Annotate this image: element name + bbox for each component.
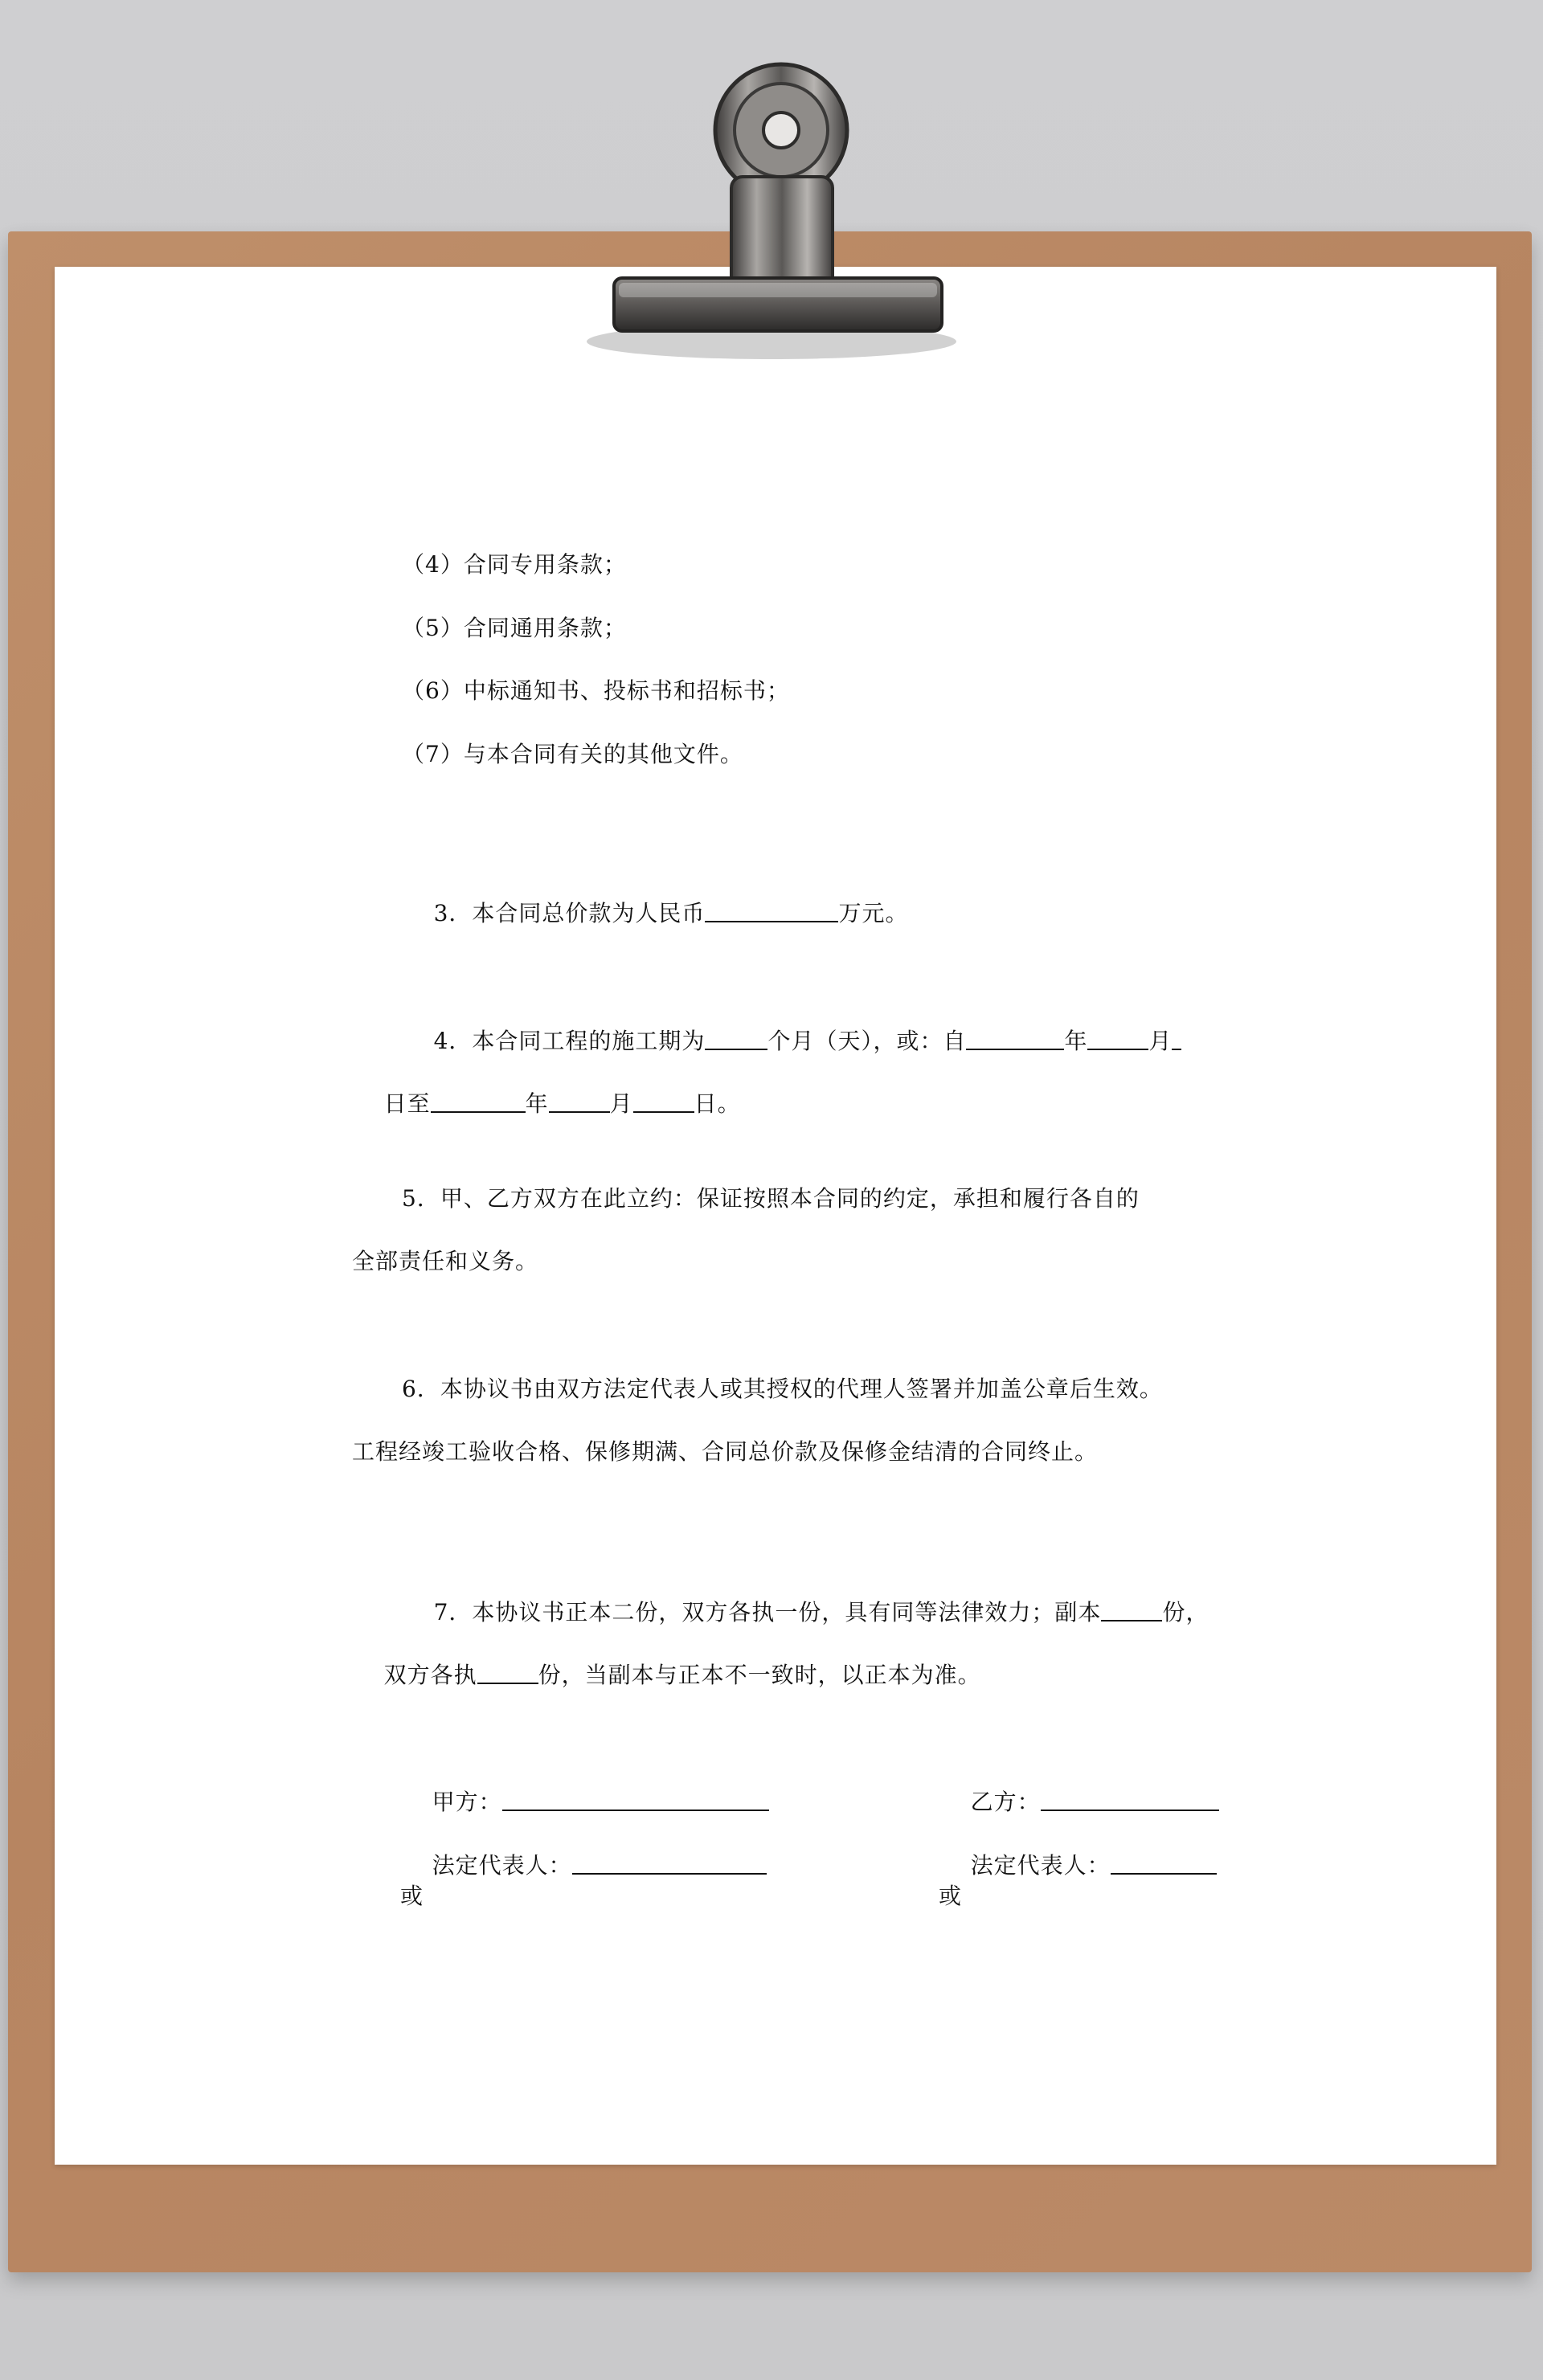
clause-6-line-2: 工程经竣工验收合格、保修期满、合同总价款及保修金结清的合同终止。 — [352, 1438, 1099, 1465]
rep-a-label: 法定代表人： — [432, 1852, 572, 1879]
clause-7-text: 份，当副本与正本不一致时，以正本为准。 — [538, 1662, 981, 1688]
party-a-label: 甲方： — [432, 1789, 502, 1815]
copies-blank — [1101, 1596, 1162, 1621]
clause-7-text: 7．本协议书正本二份，双方各执一份，具有同等法律效力；副本 — [433, 1599, 1102, 1626]
rep-b-line — [939, 1817, 1217, 1914]
clause-7-line-2 — [352, 1626, 981, 1724]
end-year-blank — [431, 1087, 526, 1113]
period-blank — [705, 1024, 767, 1050]
party-b-label: 乙方： — [970, 1789, 1041, 1815]
clause-5-line-2: 全部责任和义务。 — [352, 1248, 539, 1274]
start-year-blank — [966, 1024, 1064, 1050]
start-day-blank — [1172, 1024, 1181, 1050]
clause-4-text: 日至 — [383, 1090, 431, 1117]
rep-a-blank — [572, 1849, 767, 1875]
list-item: （6）中标通知书、投标书和招标书； — [402, 677, 790, 704]
party-b-blank — [1041, 1785, 1219, 1811]
clause-4-text: 月 — [1148, 1028, 1173, 1054]
clause-4-text: 年 — [1064, 1028, 1088, 1054]
amount-blank — [705, 897, 838, 922]
clause-4-text: 个月（天），或：自 — [767, 1028, 967, 1054]
clause-5-line-1: 5．甲、乙方双方在此立约：保证按照本合同的约定，承担和履行各自的 — [402, 1185, 1140, 1212]
rep-b-blank — [1111, 1849, 1217, 1875]
end-month-blank — [549, 1087, 610, 1113]
or-a-label: 或 — [400, 1883, 424, 1909]
clause-6-line-1: 6．本协议书由双方法定代表人或其授权的代理人签署并加盖公章后生效。 — [402, 1376, 1163, 1402]
start-month-blank — [1087, 1024, 1148, 1050]
clause-3-unit: 万元。 — [838, 900, 909, 926]
rep-a-line — [400, 1817, 767, 1914]
clause-4-text: 月 — [609, 1090, 633, 1117]
party-a-blank — [502, 1785, 769, 1811]
list-item: （5）合同通用条款； — [402, 615, 627, 641]
end-day-blank — [633, 1087, 694, 1113]
clause-7-text: 份， — [1162, 1599, 1209, 1626]
clause-4-text: 日。 — [694, 1090, 741, 1117]
list-item: （7）与本合同有关的其他文件。 — [402, 741, 743, 767]
rep-b-label: 法定代表人： — [970, 1852, 1111, 1879]
clause-7-text: 双方各执 — [383, 1662, 477, 1688]
clause-3-text: 3．本合同总价款为人民币 — [433, 900, 706, 926]
clause-3 — [402, 865, 908, 962]
clause-4-text: 年 — [525, 1090, 549, 1117]
list-item: （4）合同专用条款； — [402, 551, 627, 578]
copies-each-blank — [477, 1658, 538, 1684]
or-b-label: 或 — [939, 1883, 963, 1909]
clause-4-line-2 — [352, 1055, 741, 1152]
clause-4-text: 4．本合同工程的施工期为 — [433, 1028, 706, 1054]
